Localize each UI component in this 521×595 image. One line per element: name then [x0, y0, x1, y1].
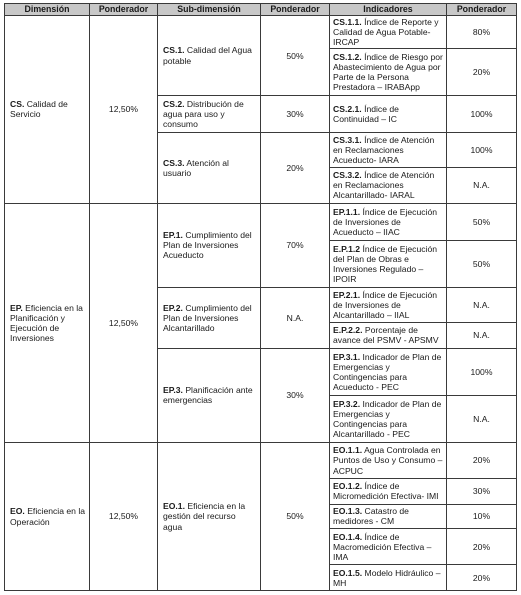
subdimension-name: Calidad del Agua potable	[163, 45, 252, 66]
indicator-cell	[330, 529, 447, 565]
header-weight-indicator: Ponderador	[447, 4, 517, 16]
indicator-name: Agua Controlada en Puntos de Uso y Consumo –ACPUC	[333, 445, 443, 476]
indicator-code: EP.3.1.	[333, 351, 361, 362]
header-weight-dimension: Ponderador	[90, 4, 158, 16]
indicator-weight: 100%	[447, 96, 517, 133]
indicator-code: EP.1.1.	[333, 206, 361, 217]
indicator-cell	[330, 167, 447, 203]
subdimension-weight: 20%	[261, 133, 330, 204]
subdimension-name: Atención al usuario	[163, 157, 229, 178]
subdimension-code: EP.2.	[163, 302, 183, 313]
subdimension-code: CS.2.	[163, 98, 185, 109]
header-weight-subdimension: Ponderador	[261, 4, 330, 16]
subdimension-weight: 70%	[261, 203, 330, 287]
indicator-code: CS.3.1.	[333, 134, 362, 145]
header-dimension: Dimensión	[5, 4, 90, 16]
table-row	[5, 203, 517, 240]
dimension-weight: 12,50%	[90, 203, 158, 442]
subdimension-weight: 50%	[261, 443, 330, 591]
dimension-weight: 12,50%	[90, 443, 158, 591]
dimension-name: Calidad de Servicio	[10, 99, 68, 120]
subdimension-name: Cumplimiento del Plan de Inversiones Acueducto	[163, 230, 252, 261]
indicator-cell	[330, 288, 447, 323]
indicator-cell	[330, 203, 447, 240]
subdimension-name: Eficiencia en la gestión del recurso agua	[163, 501, 246, 532]
indicator-cell	[330, 48, 447, 95]
indicator-code: EO.1.5.	[333, 567, 363, 578]
subdimension-name: Planificación ante emergencias	[163, 385, 253, 406]
indicator-cell	[330, 395, 447, 442]
indicator-name: Índice de Ejecución del Plan de Obras e Inversiones Regulado – IPOIR	[333, 243, 437, 284]
indicator-code: CS.3.2.	[333, 170, 362, 181]
subdimension-cell	[158, 348, 261, 442]
subdimension-weight: N.A.	[261, 288, 330, 349]
indicator-cell	[330, 240, 447, 287]
indicator-code: E.P.1.2	[333, 243, 361, 254]
subdimension-weight: 50%	[261, 16, 330, 96]
indicator-name: Índice de Continuidad – IC	[333, 103, 399, 125]
indicator-name: Índice de Micromedición Efectiva- IMI	[333, 481, 439, 502]
subdimension-cell	[158, 16, 261, 96]
indicator-name: Indicador de Plan de Emergencias y Contingencias para Alcantarillado - PEC	[333, 398, 442, 439]
subdimension-cell	[158, 443, 261, 591]
indicator-cell	[330, 504, 447, 529]
indicator-cell	[330, 16, 447, 49]
indicator-code: EP.3.2.	[333, 398, 361, 409]
indicator-code: EO.1.2.	[333, 481, 363, 492]
indicator-code: EO.1.1.	[333, 445, 363, 456]
indicator-weight: 20%	[447, 48, 517, 95]
indicator-name: Índice de Ejecución de Inversiones de Acueducto – IIAC	[333, 206, 437, 237]
header-indicators: Indicadores	[330, 4, 447, 16]
indicator-cell	[330, 133, 447, 168]
subdimension-name: Distribución de agua para uso y consumo	[163, 98, 244, 130]
indicator-code: E.P.2.2.	[333, 325, 363, 336]
indicator-name: Índice de Atención en Reclamaciones Alcantarillado- IARAL	[333, 170, 435, 201]
dimension-code: CS.	[10, 99, 25, 110]
dimension-cell	[5, 443, 90, 591]
subdimension-name: Cumplimiento del Plan de Inversiones Alcantarillado	[163, 302, 252, 333]
table-row	[5, 16, 517, 49]
indicator-name: Índice de Ejecución de Inversiones de Alcantarillado – IIAL	[333, 289, 437, 320]
subdimension-cell	[158, 133, 261, 204]
indicator-name: Índice de Reporte y Calidad de Agua Potable- IRCAP	[333, 16, 439, 47]
indicator-weight: 50%	[447, 203, 517, 240]
indicator-cell	[330, 348, 447, 395]
indicator-weight: N.A.	[447, 288, 517, 323]
indicator-weight: N.A.	[447, 322, 517, 348]
dimension-code: EP.	[10, 302, 23, 313]
dimension-code: EO.	[10, 506, 25, 517]
table-row	[5, 443, 517, 479]
indicator-code: CS.1.2.	[333, 51, 362, 62]
indicator-weight: 50%	[447, 240, 517, 287]
indicator-cell	[330, 565, 447, 591]
indicator-code: EO.1.4.	[333, 531, 363, 542]
subdimension-code: EO.1.	[163, 501, 185, 512]
subdimension-code: CS.1.	[163, 45, 185, 56]
indicators-table	[4, 3, 517, 591]
indicator-weight: 20%	[447, 565, 517, 591]
indicator-name: Indicador de Plan de Emergencias y Contingencias para Acueducto - PEC	[333, 351, 442, 392]
dimension-name: Eficiencia en la Operación	[10, 506, 86, 527]
indicator-cell	[330, 443, 447, 479]
subdimension-code: EP.1.	[163, 230, 183, 241]
indicator-name: Catastro de medidores - CM	[333, 506, 409, 527]
indicator-name: Modelo Hidráulico – MH	[333, 567, 441, 588]
indicator-cell	[330, 96, 447, 133]
indicator-weight: 20%	[447, 443, 517, 479]
dimension-weight: 12,50%	[90, 16, 158, 204]
indicator-weight: N.A.	[447, 167, 517, 203]
indicator-weight: 20%	[447, 529, 517, 565]
indicator-weight: N.A.	[447, 395, 517, 442]
subdimension-code: EP.3.	[163, 385, 183, 396]
dimension-cell	[5, 203, 90, 442]
indicator-name: Índice de Atención en Reclamaciones Acueducto- IARA	[333, 134, 435, 165]
indicator-weight: 30%	[447, 478, 517, 504]
indicator-weight: 10%	[447, 504, 517, 529]
dimension-cell	[5, 16, 90, 204]
indicator-weight: 80%	[447, 16, 517, 49]
indicator-name: Índice de Riesgo por Abastecimiento de Agua por Parte de la Persona Prestadora – IRABApp	[333, 51, 443, 92]
indicator-code: CS.2.1.	[333, 103, 362, 114]
subdimension-cell	[158, 288, 261, 349]
header-subdimension: Sub-dimensión	[158, 4, 261, 16]
indicator-code: EP.2.1.	[333, 289, 361, 300]
subdimension-cell	[158, 96, 261, 133]
dimension-name: Eficiencia en la Planificación y Ejecución de Inversiones	[10, 302, 83, 343]
indicator-weight: 100%	[447, 348, 517, 395]
subdimension-weight: 30%	[261, 348, 330, 442]
indicator-cell	[330, 478, 447, 504]
indicator-code: EO.1.3.	[333, 506, 363, 517]
indicator-cell	[330, 322, 447, 348]
indicator-weight: 100%	[447, 133, 517, 168]
indicator-code: CS.1.1.	[333, 16, 362, 27]
subdimension-code: CS.3.	[163, 157, 185, 168]
subdimension-cell	[158, 203, 261, 287]
header-row	[5, 4, 517, 16]
indicator-name: Índice de Macromedición Efectiva – IMA	[333, 531, 432, 562]
subdimension-weight: 30%	[261, 96, 330, 133]
indicator-name: Porcentaje de avance del PSMV - APSMV	[333, 325, 439, 346]
